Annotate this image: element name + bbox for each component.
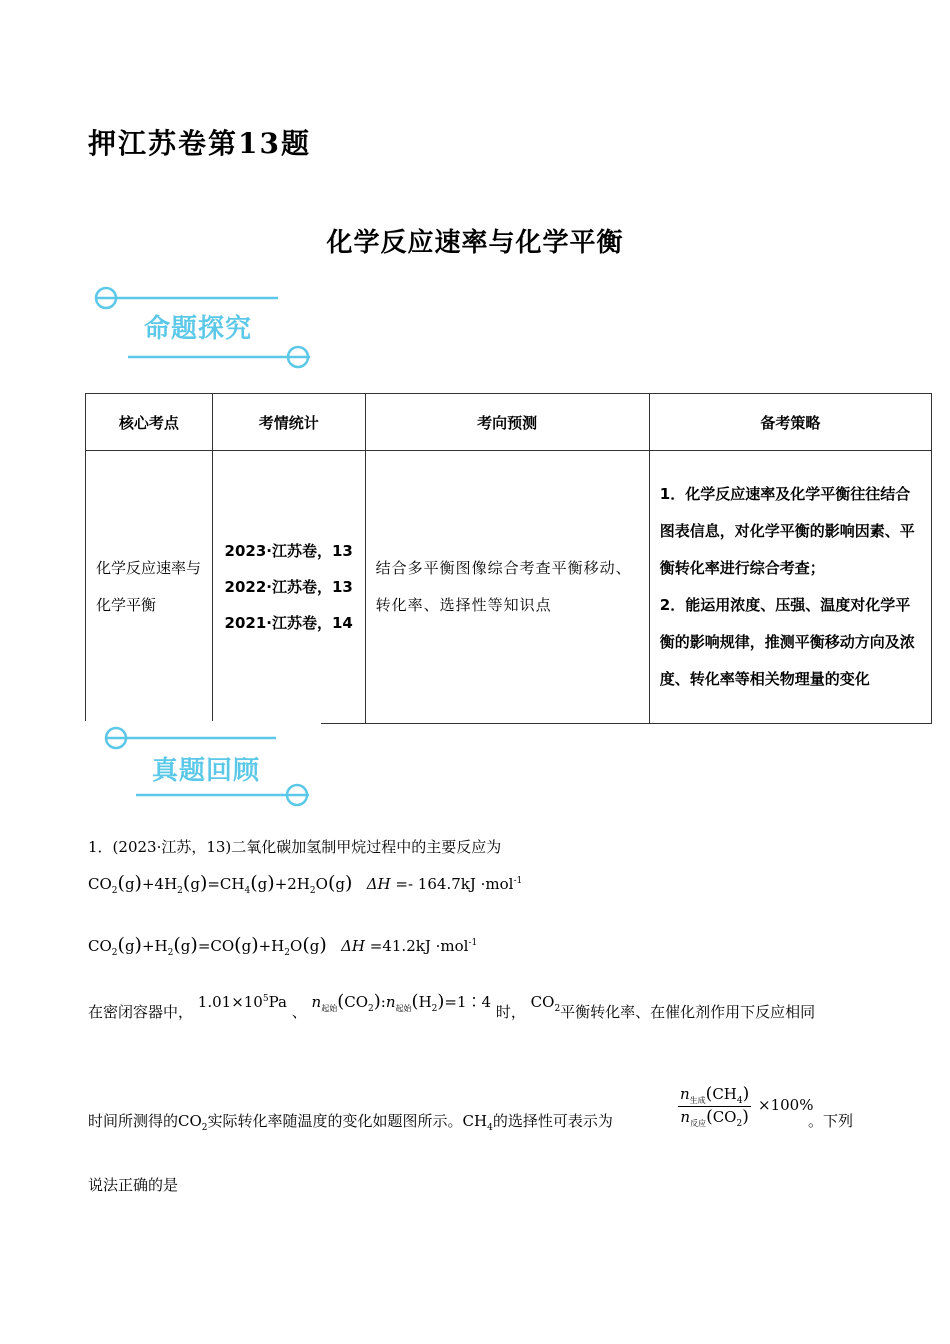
cell-forecast: 结合多平衡图像综合考查平衡移动、转化率、选择性等知识点 (365, 451, 649, 724)
eq1-enthalpy: =- 164.7kJ ·mol (395, 875, 514, 893)
text: 的选择性可表示为 (492, 1112, 613, 1130)
stat-item: 2023·江苏卷，13 (224, 542, 353, 560)
banner-label: 真题回顾 (152, 756, 261, 786)
text: 在密闭容器中， (88, 1003, 194, 1021)
equation-2: $CO_2(g)+H_2(g)=CO(g)+H_2O(g)$ ΔH =41.2kJ ·mol$^{-1}$ (88, 934, 478, 958)
question-line-5: 说法正确的是 (88, 1176, 179, 1194)
selectivity-fraction: $n_{生成}(CH_4)$ $n_{反应}(CO_2)$ (680, 1084, 750, 1129)
strategy-item: 2．能运用浓度、压强、温度对化学平衡的影响规律，推测平衡移动方向及浓度、转化率等相关物理量的变化 (659, 596, 915, 688)
text: 实际转化率随温度的变化如题图所示。 (207, 1112, 463, 1130)
pressure-unit: Pa (268, 993, 287, 1011)
exam-info-table (85, 393, 932, 724)
review-banner (100, 722, 340, 812)
cell-strategy (649, 451, 931, 724)
question-line-4: 时间所测得的$CO_2$实际转化率随温度的变化如题图所示。$CH_4$的选择性可表示为 $n_{生成}(CH_4)$ $n_{反应}(CO_2)$ ×100% 。下列 (88, 1084, 854, 1133)
text: 平衡转化率、在催化剂作用下反应相同 (560, 1003, 816, 1021)
cell-core-point: 化学反应速率与化学平衡 (86, 451, 213, 724)
text: 、 (291, 1003, 307, 1021)
stat-item: 2021·江苏卷，14 (224, 614, 353, 632)
header-stats: 考情统计 (212, 394, 365, 451)
text: 。下列 (808, 1112, 854, 1130)
section-heading: 化学反应速率与化学平衡 (326, 228, 624, 258)
subscript: 起始 (321, 1004, 338, 1013)
stat-item: 2022·江苏卷，13 (224, 578, 353, 596)
question-intro: 1．(2023·江苏，13)二氧化碳加氢制甲烷过程中的主要反应为 (88, 838, 502, 856)
document-title: 押江苏卷第13题 (88, 127, 311, 160)
text: 时， (495, 1003, 526, 1021)
cell-stats (212, 451, 365, 724)
subscript: 起始 (395, 1004, 412, 1013)
strategy-item: 1．化学反应速率及化学平衡往往结合图表信息，对化学平衡的影响因素、平衡转化率进行综合考查； (659, 485, 915, 577)
exploration-banner (90, 282, 330, 372)
equation-1: $CO_2(g)+4H_2(g)=CH_4(g)+2H_2O(g)$ ΔH =- 164.7kJ ·mol$^{-1}$ (88, 872, 523, 896)
banner-label: 命题探究 (144, 314, 253, 344)
header-forecast: 考向预测 (365, 394, 649, 451)
pressure-value: 1.01×10 (197, 993, 263, 1011)
header-core-point: 核心考点 (86, 394, 213, 451)
percent-factor: ×100% (758, 1096, 814, 1114)
question-line-3: 在密闭容器中， $1.01\times 10^5Pa$ 、 $n_{起始}(CO_2):n_{起始}(H_2)=1∶4$ 时， $CO_2$平衡转化率、在催化剂作用下反应相同 (88, 991, 816, 1021)
eq2-enthalpy: =41.2kJ ·mol (369, 937, 469, 955)
subscript: 反应 (690, 1119, 707, 1128)
subscript: 生成 (689, 1096, 706, 1105)
table-header-row (86, 394, 932, 451)
header-strategy: 备考策略 (649, 394, 931, 451)
table-row (86, 451, 932, 724)
ratio-value: =1∶4 (444, 993, 492, 1011)
text: 时间所测得的 (88, 1112, 179, 1130)
